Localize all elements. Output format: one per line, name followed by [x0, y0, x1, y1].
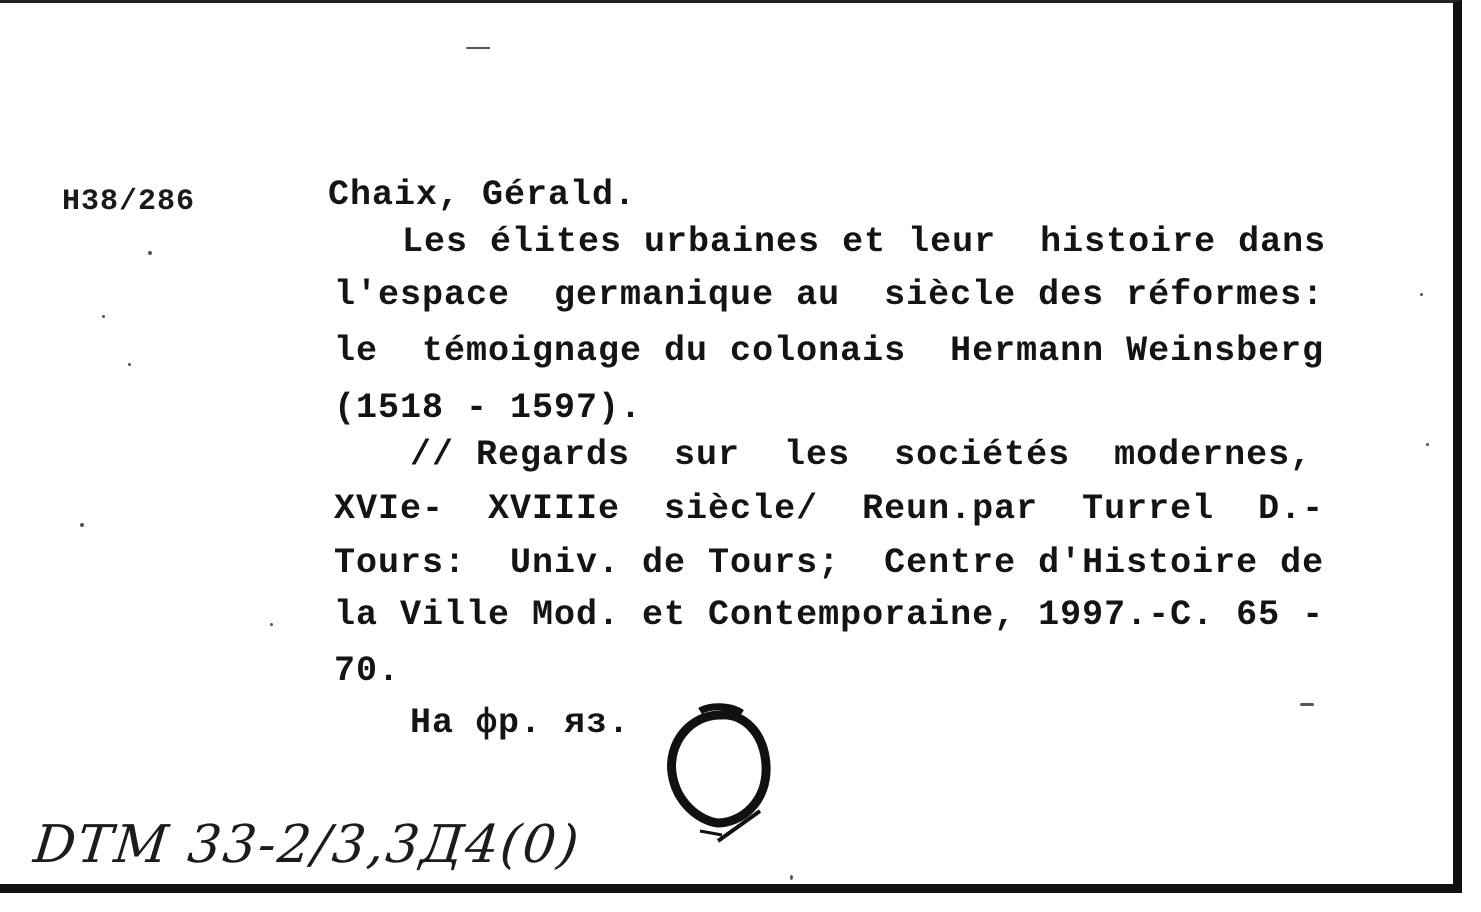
- source-line-4: la Ville Mod. et Contemporaine, 1997.-C. 65 -: [334, 595, 1325, 635]
- source-line-2: XVIe- XVIIIe siècle/ Reun.par Turrel D.-: [334, 489, 1325, 529]
- paper-speck: [466, 47, 490, 49]
- paper-speck: [128, 363, 131, 366]
- title-line-1: Les élites urbaines et leur histoire dans: [402, 222, 1327, 262]
- source-line-3: Tours: Univ. de Tours; Centre d'Histoire de: [334, 543, 1325, 583]
- paper-speck: [1300, 703, 1314, 706]
- paper-speck: [80, 523, 84, 527]
- language-note: На фр. яз.: [410, 703, 631, 743]
- hand-drawn-circle-mark: [660, 703, 780, 853]
- paper-speck: [790, 875, 793, 880]
- handwritten-shelf-code: DTM 33-2/3,3Д4(0): [30, 815, 584, 875]
- author-name: Chaix, Gérald.: [328, 175, 637, 215]
- paper-speck: [148, 251, 152, 255]
- title-line-4: (1518 - 1597).: [334, 388, 643, 428]
- paper-speck: [102, 315, 105, 318]
- paper-speck: [270, 623, 273, 626]
- title-line-3: le témoignage du colonais Hermann Weinsberg: [334, 331, 1325, 371]
- paper-speck: [1420, 293, 1423, 296]
- source-line-1: // Regards sur les sociétés modernes,: [410, 435, 1313, 475]
- source-line-5: 70.: [334, 651, 401, 691]
- call-number: H38/286: [62, 185, 196, 219]
- paper-speck: [1426, 443, 1429, 446]
- title-line-2: l'espace germanique au siècle des réformes:: [334, 275, 1325, 315]
